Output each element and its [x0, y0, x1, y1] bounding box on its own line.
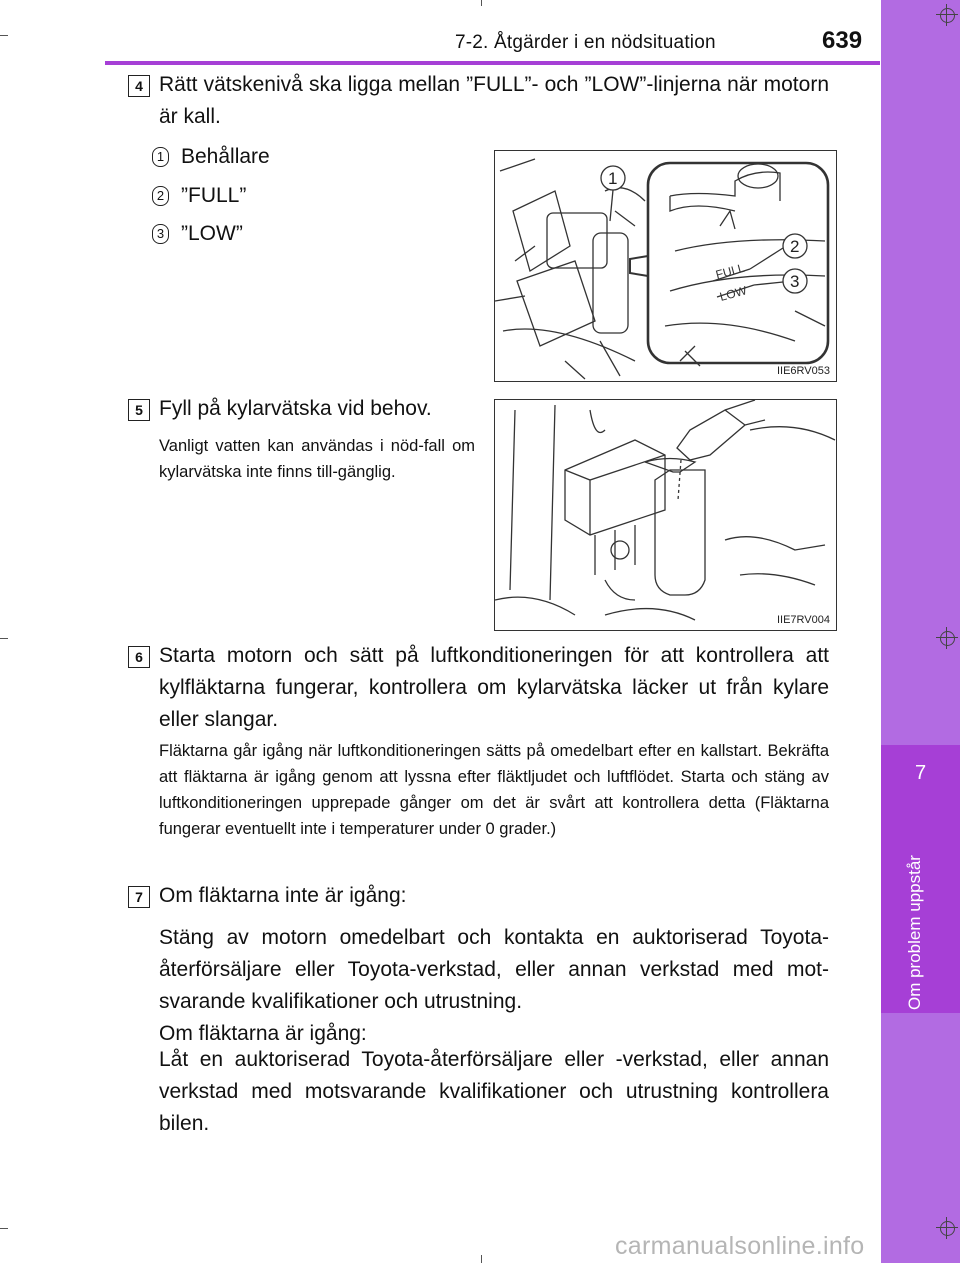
refill-illustration: [495, 400, 836, 630]
step-badge: 5: [128, 399, 150, 421]
refill-figure: [494, 399, 837, 631]
step-badge: 4: [128, 75, 150, 97]
item-label: ”FULL”: [181, 184, 247, 207]
low-mark: LOW: [718, 283, 749, 304]
figure-code: IIE7RV004: [776, 614, 830, 626]
crop-mark: [0, 1228, 8, 1229]
crop-mark: [481, 1255, 482, 1263]
step-text: Starta motorn och sätt på luftkonditioneringen för att kontrollera att kylfläktarna fungerar, kontrollera om kylarvätska läcker ut från kylare eller slangar.: [159, 644, 829, 731]
step-note: Vanligt vatten kan användas i nöd-fall om kylarvätska inte finns till-gänglig.: [159, 437, 475, 481]
step-badge: 6: [128, 646, 150, 668]
crop-mark: [481, 0, 482, 6]
section-title: 7-2. Åtgärder i en nödsituation: [455, 32, 716, 53]
step-text: Stäng av motorn omedelbart och kontakta en auktoriserad Toyota-återförsäljare eller Toyota-verkstad, eller annan verkstad med mot-svarande kvalifikationer och utrustning.: [159, 926, 829, 1013]
page-number: 639: [822, 27, 863, 54]
item-label: Behållare: [181, 145, 270, 168]
step-text: Om fläktarna är igång:: [159, 1022, 367, 1045]
step-text: Om fläktarna inte är igång:: [159, 884, 407, 907]
watermark: carmanualsonline.info: [615, 1232, 865, 1260]
step-note: Fläktarna går igång när luftkonditioneringen sätts på omedelbart efter en kallstart. Bekräfta att fläktarna är igång genom att lyssna efter fläktljudet och luftflödet. Starta och stäng av luftkonditioneringen upprepade gånger om det är svårt att kontrollera detta (Fläktarna fungerar eventuellt inte i temperaturer under 0 grader.): [159, 742, 829, 838]
crop-mark: [0, 638, 8, 639]
step-text: Fyll på kylarvätska vid behov.: [159, 397, 432, 420]
callout-3: 3: [790, 272, 800, 291]
callout-1: 1: [608, 169, 618, 188]
registration-mark-icon: [936, 4, 958, 26]
callout-2: 2: [790, 237, 800, 256]
reservoir-level-figure: [494, 150, 837, 382]
full-mark: FULL: [714, 260, 747, 282]
step-badge: 7: [128, 886, 150, 908]
item-number: 2: [152, 186, 169, 206]
item-number: 3: [152, 224, 169, 244]
chapter-title: Om problem uppstår: [905, 855, 924, 1010]
header-rule: [105, 61, 880, 65]
crop-mark: [0, 35, 8, 36]
engine-bay-illustration: [495, 151, 836, 381]
figure-code: IIE6RV053: [776, 365, 830, 377]
step-text: Låt en auktoriserad Toyota-återförsäljare eller -verkstad, eller annan verkstad med motsvarande kvalifikationer och utrustning kontrollera bilen.: [159, 1048, 829, 1135]
item-label: ”LOW”: [181, 222, 243, 245]
chapter-number: 7: [914, 762, 927, 784]
item-number: 1: [152, 147, 169, 167]
step-text: Rätt vätskenivå ska ligga mellan ”FULL”- och ”LOW”-linjerna när motorn är kall.: [159, 73, 829, 128]
registration-mark-icon: [936, 1217, 958, 1239]
registration-mark-icon: [936, 627, 958, 649]
